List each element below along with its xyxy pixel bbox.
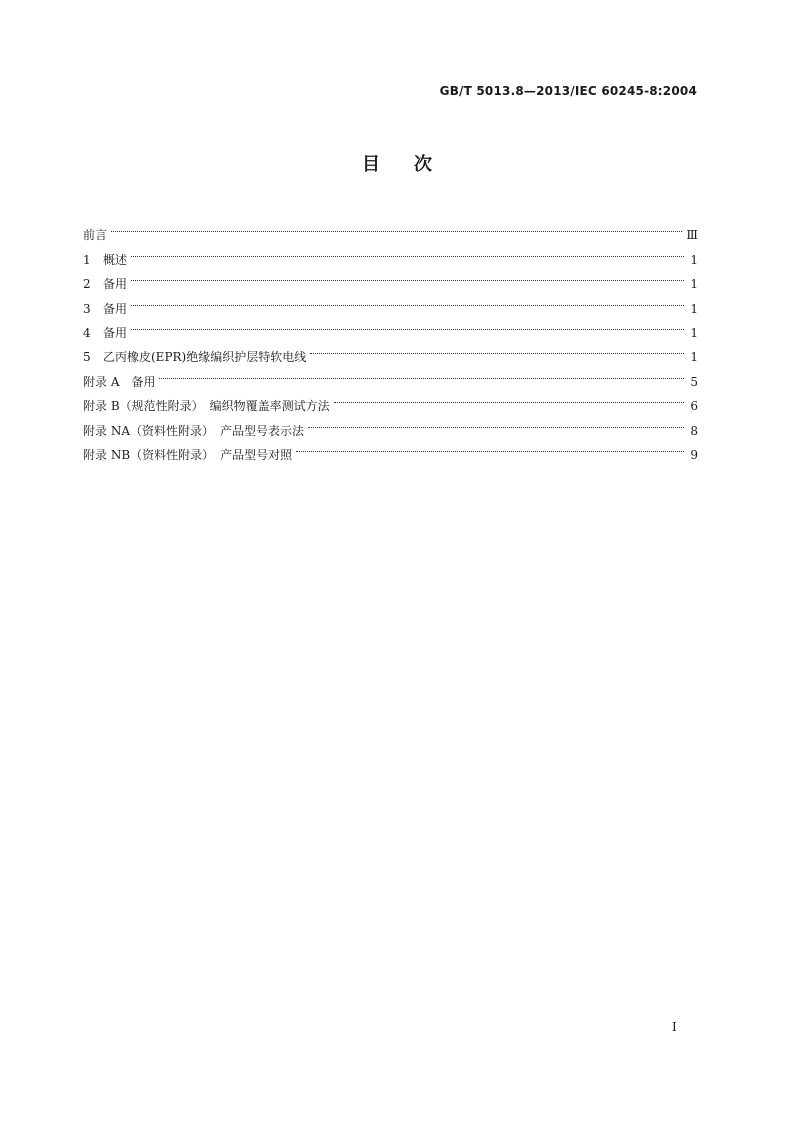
toc-entry-page: 5 — [690, 374, 698, 389]
toc-entry-annex-b[interactable] — [83, 386, 698, 414]
toc-entry-number: 1 — [83, 252, 91, 267]
page-number: I — [672, 1020, 677, 1034]
toc-entry-foreword[interactable] — [83, 215, 698, 243]
toc-entry-label — [83, 419, 308, 443]
table-of-contents — [83, 215, 698, 462]
toc-entry-page: 1 — [690, 301, 698, 316]
toc-entry-text: 附录 A 备用 — [83, 374, 156, 389]
toc-entry-page: 1 — [690, 252, 698, 267]
toc-dot-leader — [131, 264, 684, 288]
toc-dot-leader — [296, 435, 684, 459]
toc-entry-label — [83, 248, 131, 272]
toc-entry-label — [83, 370, 159, 394]
toc-entry-text: 乙丙橡皮(EPR)绝缘编织护层特软电线 — [103, 350, 307, 365]
standard-code: GB/T 5013.8—2013/IEC 60245-8:2004 — [439, 84, 697, 98]
toc-entry-number: 3 — [83, 301, 91, 316]
toc-entry-page: 1 — [690, 350, 698, 365]
toc-entry-page: Ⅲ — [686, 228, 698, 243]
toc-entry-label — [83, 297, 131, 321]
toc-entry-text: 备用 — [103, 325, 128, 340]
toc-dot-leader — [310, 337, 684, 361]
toc-entry-text: 附录 NA（资料性附录） 产品型号表示法 — [83, 423, 304, 438]
toc-entry-text: 备用 — [103, 277, 128, 292]
toc-dot-leader — [131, 239, 684, 263]
toc-dot-leader — [159, 361, 684, 385]
toc-entry-text: 备用 — [103, 301, 128, 316]
toc-entry-4[interactable] — [83, 313, 698, 340]
toc-entry-3[interactable] — [83, 288, 698, 316]
toc-entry-text: 附录 NB（资料性附录） 产品型号对照 — [83, 447, 293, 462]
toc-entry-text: 前言 — [83, 228, 108, 243]
toc-entry-page: 6 — [690, 399, 698, 414]
toc-entry-text: 概述 — [103, 252, 128, 267]
toc-dot-leader — [334, 386, 684, 410]
toc-entry-label — [83, 223, 111, 247]
toc-entry-page: 9 — [690, 447, 698, 462]
toc-entry-number: 4 — [83, 325, 91, 340]
toc-dot-leader — [131, 313, 684, 337]
toc-entry-page: 1 — [690, 277, 698, 292]
toc-entry-annex-a[interactable] — [83, 361, 698, 389]
toc-entry-label — [83, 394, 334, 418]
toc-entry-label — [83, 443, 296, 467]
toc-dot-leader — [131, 288, 684, 312]
toc-entry-label — [83, 272, 131, 296]
page-title: 目次 — [362, 154, 466, 175]
toc-entry-1[interactable] — [83, 239, 698, 267]
toc-entry-text: 附录 B（规范性附录） 编织物覆盖率测试方法 — [83, 399, 330, 414]
toc-dot-leader — [111, 215, 682, 239]
toc-dot-leader — [308, 410, 684, 434]
toc-entry-page: 8 — [690, 423, 698, 438]
toc-entry-number: 5 — [83, 350, 91, 365]
toc-entry-page: 1 — [690, 325, 698, 340]
toc-entry-5[interactable] — [83, 337, 698, 365]
toc-entry-2[interactable] — [83, 264, 698, 292]
toc-entry-label — [83, 321, 131, 345]
toc-entry-number: 2 — [83, 277, 91, 292]
